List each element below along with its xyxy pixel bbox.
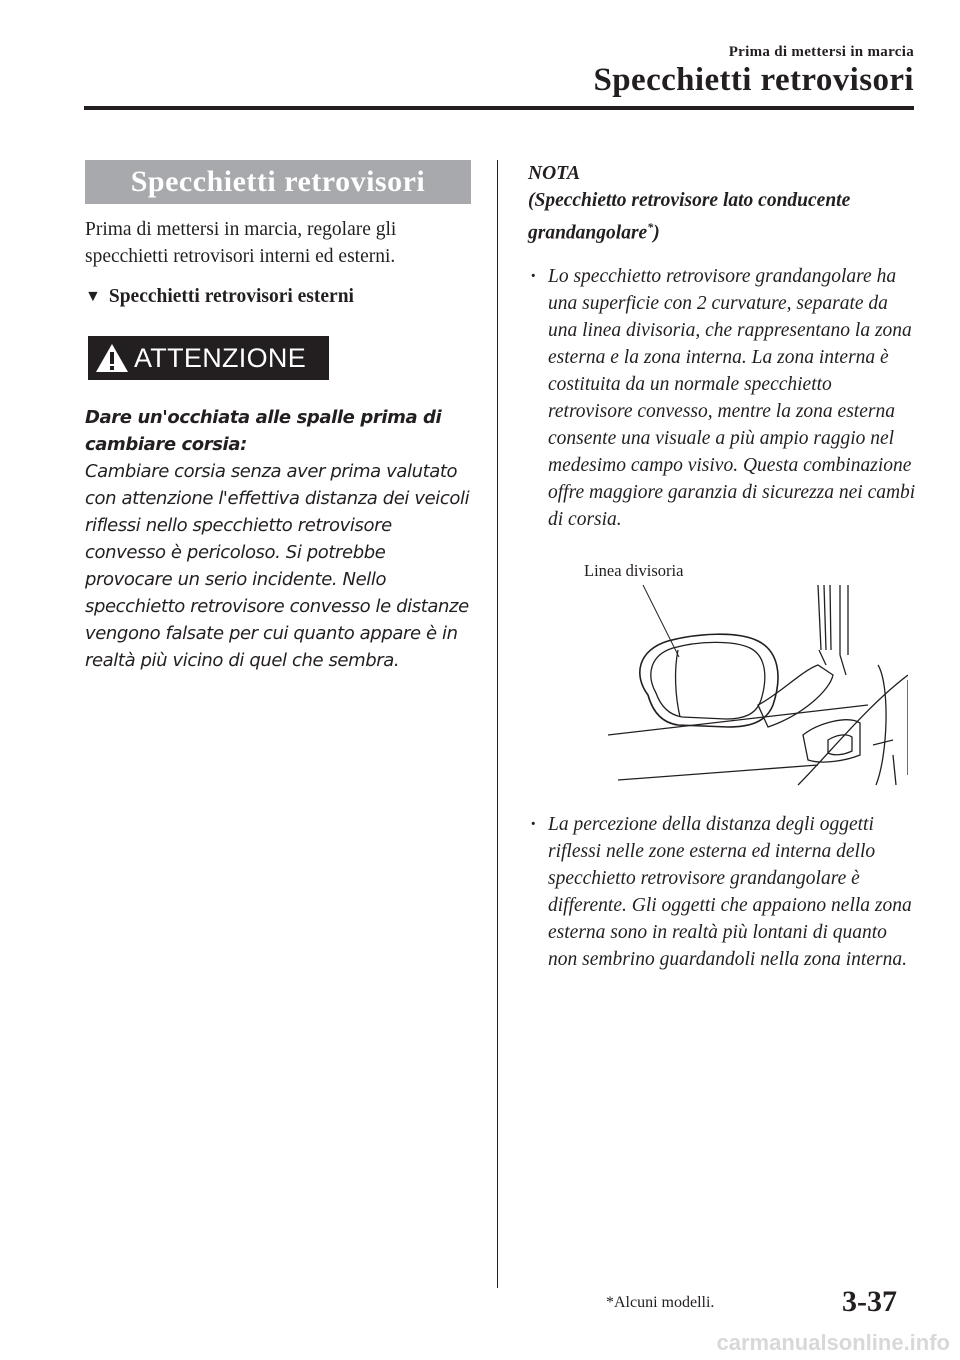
column-divider xyxy=(497,160,498,1288)
figure-label-dividing-line: Linea divisoria xyxy=(584,560,684,580)
intro-paragraph: Prima di mettersi in marcia, regolare gli specchietti retrovisori interni ed esterni. xyxy=(85,219,397,267)
footnote: *Alcuni modelli. xyxy=(606,1294,715,1311)
down-triangle-icon: ▼ xyxy=(85,288,101,305)
warning-label-box xyxy=(88,336,329,380)
page-number: 3-37 xyxy=(842,1285,897,1318)
warning-label: ATTENZIONE xyxy=(134,342,307,373)
warning-triangle-icon xyxy=(94,342,130,374)
nota-heading xyxy=(528,160,918,247)
left-column xyxy=(85,160,471,674)
subheading xyxy=(85,286,471,308)
bullet-item: · La percezione della distanza degli oggetti riflessi nelle zone esterna ed interna dello specchietto retrovisore grandangolare è differente. Gli oggetti che appaiono nella zona esterna sono in realtà più lontani di quanto non sembrino guardandoli nella zona interna. xyxy=(528,811,918,973)
bullet-item: · Lo specchietto retrovisore grandangolare ha una superficie con 2 curvature, separate da una linea divisoria, che rappresentano la zona esterna e la zona interna. La zona interna è costituita da un normale specchietto retrovisore convesso, mentre la zona esterna consente una visuale a più ampio raggio nel medesimo campo visivo. Questa combinazione offre maggiore garanzia di sicurezza nei cambi di corsia. xyxy=(528,263,918,533)
nota-close: ) xyxy=(653,222,660,244)
header-section-label: Prima di mettersi in marcia xyxy=(728,44,914,60)
header-rule xyxy=(84,106,914,110)
nota-title: NOTA xyxy=(528,163,581,184)
subheading-text: Specchietti retrovisori esterni xyxy=(108,286,354,307)
watermark: carmanualsonline.info xyxy=(716,1330,950,1355)
header-title: Specchietti retrovisori xyxy=(593,62,914,98)
mirror-figure xyxy=(578,555,908,795)
nota-subtitle-line xyxy=(528,187,918,247)
warning-text xyxy=(85,404,471,674)
right-column xyxy=(528,160,918,973)
nota-subtitle: (Specchietto retrovisore lato conducente grandangolare xyxy=(528,190,851,244)
mirror-illustration xyxy=(578,555,908,795)
warning-body: Cambiare corsia senza aver prima valutato con attenzione l'effettiva distanza dei veicoli riflessi nello specchietto retrovisore convesso è pericoloso. Si potrebbe provocare un serio incidente. Nello specchietto retrovisore convesso le distanze vengono falsate per cui quanto appare è in realtà più vicino di quel che sembra. xyxy=(85,461,470,671)
warning-bold: Dare un'occhiata alle spalle prima di cambiare corsia: xyxy=(85,407,442,455)
section-banner: Specchietti retrovisori xyxy=(85,160,471,204)
nota-asterisk: * xyxy=(647,220,654,234)
